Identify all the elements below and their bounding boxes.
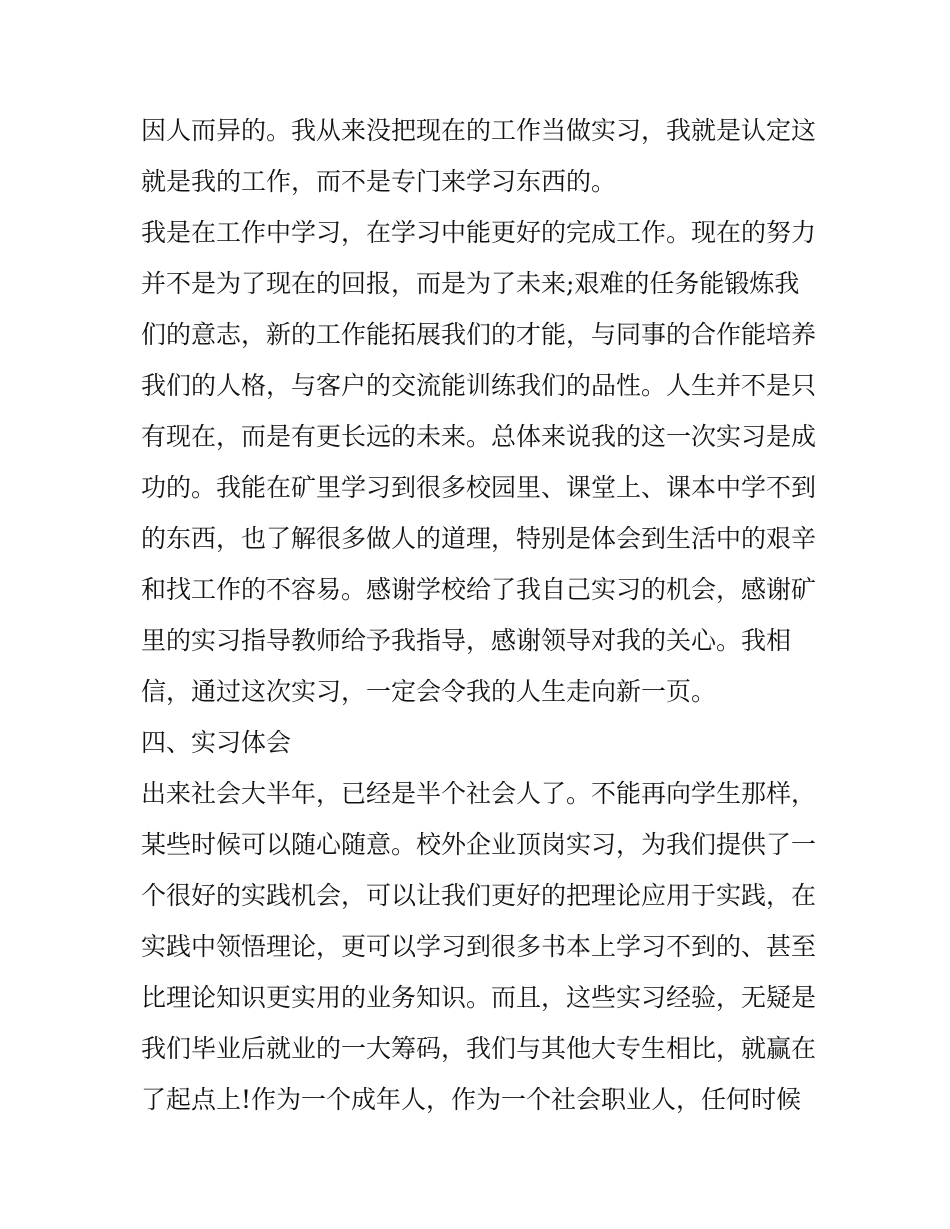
text-line: 了起点上!作为一个成年人，作为一个社会职业人，任何时候 xyxy=(141,1085,802,1114)
text-line: 我们毕业后就业的一大筹码，我们与其他大专生相比，就赢在 xyxy=(141,1034,817,1063)
text-line: 某些时候可以随心随意。校外企业顶岗实习，为我们提供了一 xyxy=(141,830,817,859)
text-line: 和找工作的不容易。感谢学校给了我自己实习的机会，感谢矿 xyxy=(141,575,817,604)
text-line: 有现在，而是有更长远的未来。总体来说我的这一次实习是成 xyxy=(141,422,817,451)
text-line: 里的实习指导教师给予我指导，感谢领导对我的关心。我相 xyxy=(141,626,792,655)
text-line: 因人而异的。我从来没把现在的工作当做实习，我就是认定这 xyxy=(141,116,817,145)
text-line: 信，通过这次实习，一定会令我的人生走向新一页。 xyxy=(141,677,717,706)
text-line: 就是我的工作，而不是专门来学习东西的。 xyxy=(141,167,617,196)
document-body xyxy=(141,105,821,1125)
text-line: 并不是为了现在的回报，而是为了未来;艰难的任务能锻炼我 xyxy=(141,269,800,298)
text-line: 个很好的实践机会，可以让我们更好的把理论应用于实践，在 xyxy=(141,881,817,910)
text-line: 们的意志，新的工作能拓展我们的才能，与同事的合作能培养 xyxy=(141,320,817,349)
section-heading: 四、实习体会 xyxy=(141,728,292,757)
text-line: 功的。我能在矿里学习到很多校园里、课堂上、课本中学不到 xyxy=(141,473,817,502)
text-line: 比理论知识更实用的业务知识。而且，这些实习经验，无疑是 xyxy=(141,983,817,1012)
text-line: 实践中领悟理论，更可以学习到很多书本上学习不到的、甚至 xyxy=(141,932,817,961)
text-line: 出来社会大半年，已经是半个社会人了。不能再向学生那样， xyxy=(141,779,817,808)
text-line: 的东西，也了解很多做人的道理，特别是体会到生活中的艰辛 xyxy=(141,524,817,553)
text-line: 我们的人格，与客户的交流能训练我们的品性。人生并不是只 xyxy=(141,371,817,400)
text-line: 我是在工作中学习，在学习中能更好的完成工作。现在的努力 xyxy=(141,218,817,247)
